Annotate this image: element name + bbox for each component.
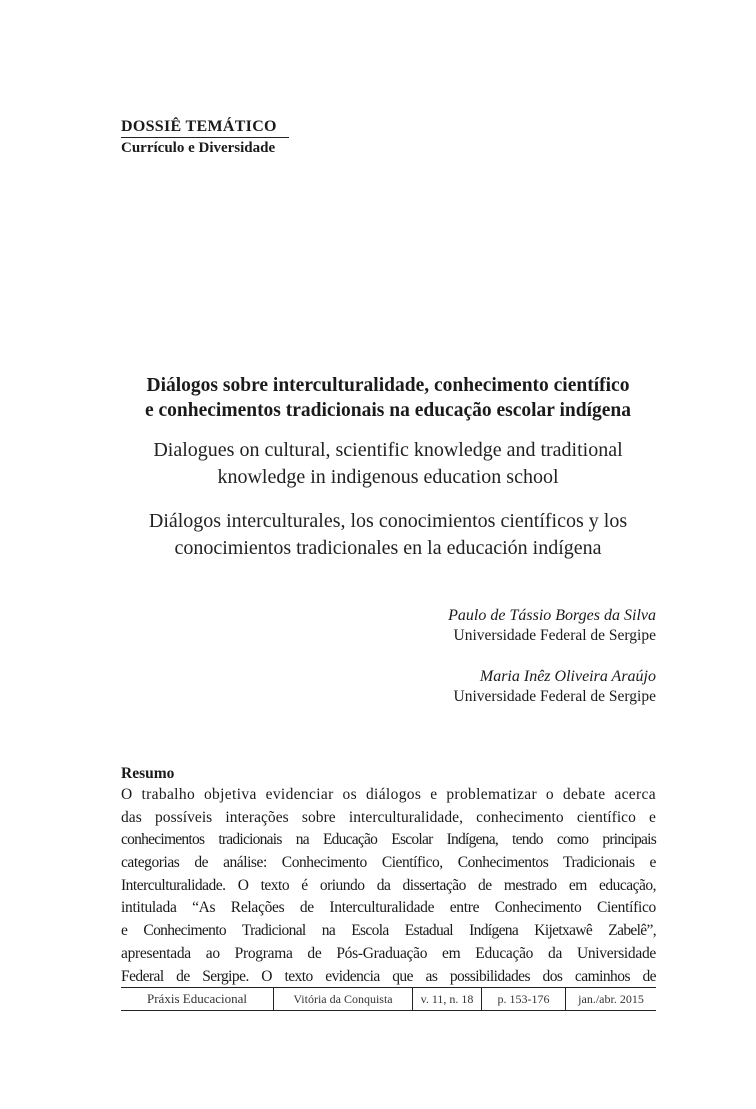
footer-journal: Práxis Educacional (121, 988, 274, 1010)
author-name: Paulo de Tássio Borges da Silva (448, 607, 656, 624)
abstract-line: conhecimentos tradicionais na Educação Escolar Indígena, tendo como principais (121, 831, 656, 849)
footer-city: Vitória da Conquista (274, 988, 413, 1010)
section-label: DOSSIÊ TEMÁTICO (121, 118, 277, 135)
title-english (100, 437, 676, 491)
title-es-line-2: conocimientos tradicionales en la educación indígena (174, 537, 602, 559)
abstract-line: intitulada “As Relações de Interculturalidade entre Conhecimento Científico (121, 899, 656, 917)
title-en-line-2: knowledge in indigenous education school (217, 466, 559, 488)
title-pt-line-1: Diálogos sobre interculturalidade, conhecimento científico (146, 375, 630, 396)
title-spanish (100, 508, 676, 562)
abstract-section (121, 764, 656, 988)
author-block-1 (448, 606, 656, 646)
title-es-line-1: Diálogos interculturales, los conocimientos científicos y los (148, 510, 628, 532)
abstract-line: Federal de Sergipe. O texto evidencia que as possibilidades dos caminhos de (121, 967, 656, 985)
footer-pages: p. 153-176 (482, 988, 566, 1010)
abstract-line: e Conhecimento Tradicional na Escola Estadual Indígena Kijetxawê Zabelê”, (121, 922, 656, 940)
title-pt-line-2: e conhecimentos tradicionais na educação escolar indígena (144, 400, 632, 421)
author-block-2 (454, 667, 656, 707)
abstract-line: Interculturalidade. O texto é oriundo da dissertação de mestrado em educação, (121, 876, 656, 894)
abstract-heading: Resumo (121, 765, 175, 782)
footer-volume: v. 11, n. 18 (413, 988, 482, 1010)
abstract-line: categorias de análise: Conhecimento Científico, Conhecimentos Tradicionais e (121, 854, 656, 872)
footer-date: jan./abr. 2015 (578, 991, 644, 1006)
journal-footer (121, 987, 656, 1011)
author-affiliation: Universidade Federal de Sergipe (453, 688, 656, 705)
author-affiliation: Universidade Federal de Sergipe (453, 627, 656, 644)
title-en-line-1: Dialogues on cultural, scientific knowledge and traditional (153, 439, 623, 461)
section-header (121, 117, 289, 157)
section-underline (121, 137, 289, 138)
title-portuguese (100, 373, 676, 423)
abstract-line: O trabalho objetiva evidenciar os diálogos e problematizar o debate acerca (121, 786, 656, 803)
abstract-line: das possíveis interações sobre interculturalidade, conhecimento científico e (121, 808, 656, 826)
section-subtitle: Currículo e Diversidade (121, 140, 276, 156)
abstract-line: apresentada ao Programa de Pós-Graduação em Educação da Universidade (121, 944, 656, 962)
author-name: Maria Inêz Oliveira Araújo (479, 668, 656, 685)
